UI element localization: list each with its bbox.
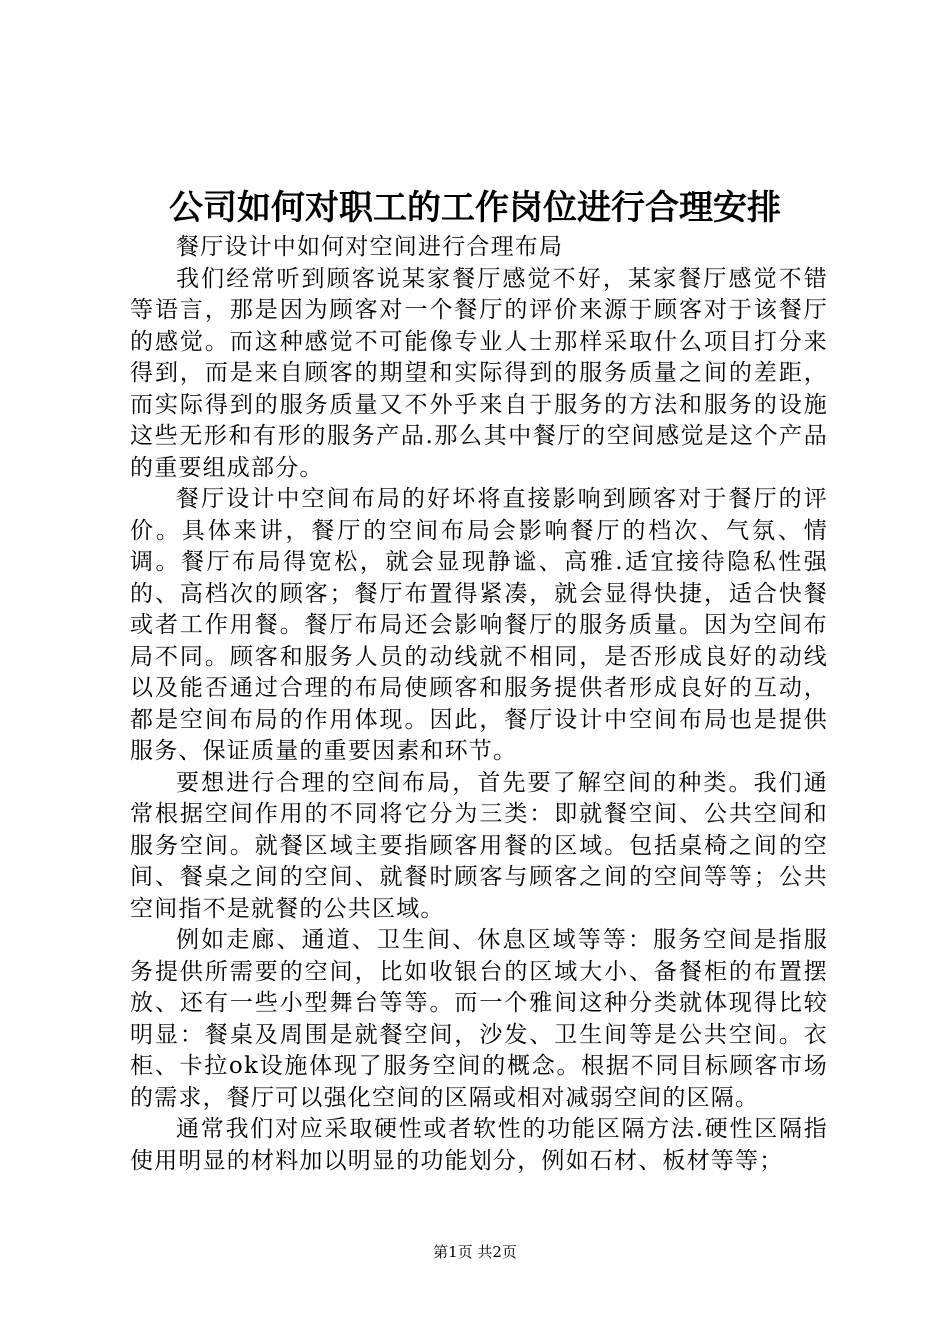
page-footer: 第1页 共2页 bbox=[433, 1243, 517, 1261]
paragraph: 例如走廊、通道、卫生间、休息区域等等：服务空间是指服务提供所需要的空间，比如收银台的区域大小、备餐柜的布置摆放、还有一些小型舞台等等。而一个雅间这种分类就体现得比较明显：餐桌及周围是就餐空间，沙发、卫生间等是公共空间。衣柜、卡拉ok设施体现了服务空间的概念。根据不同目标顾客市场的需求，餐厅可以强化空间的区隔或相对减弱空间的区隔。 bbox=[130, 927, 828, 1111]
paragraph: 要想进行合理的空间布局，首先要了解空间的种类。我们通常根据空间作用的不同将它分为三类：即就餐空间、公共空间和服务空间。就餐区域主要指顾客用餐的区域。包括桌椅之间的空间、餐桌之间的空间、就餐时顾客与顾客之间的空间等等；公共空间指不是就餐的公共区域。 bbox=[130, 769, 828, 922]
document-subtitle: 餐厅设计中如何对空间进行合理布局 bbox=[176, 234, 564, 260]
page-title: 公司如何对职工的工作岗位进行合理安排 bbox=[169, 188, 781, 228]
paragraph: 我们经常听到顾客说某家餐厅感觉不好，某家餐厅感觉不错等语言，那是因为顾客对一个餐厅的评价来源于顾客对于该餐厅的感觉。而这种感觉不可能像专业人士那样采取什么项目打分来得到，而是来自顾客的期望和实际得到的服务质量之间的差距，而实际得到的服务质量又不外乎来自于服务的方法和服务的设施这些无形和有形的服务产品.那么其中餐厅的空间感觉是这个产品的重要组成部分。 bbox=[130, 265, 828, 481]
paragraph: 餐厅设计中空间布局的好坏将直接影响到顾客对于餐厅的评价。具体来讲，餐厅的空间布局会影响餐厅的档次、气氛、情调。餐厅布局得宽松，就会显现静谧、高雅.适宜接待隐私性强的、高档次的顾客；餐厅布置得紧凑，就会显得快捷，适合快餐或者工作用餐。餐厅布局还会影响餐厅的服务质量。因为空间布局不同。顾客和服务人员的动线就不相同，是否形成良好的动线以及能否通过合理的布局使顾客和服务提供者形成良好的互动，都是空间布局的作用体现。因此，餐厅设计中空间布局也是提供服务、保证质量的重要因素和环节。 bbox=[130, 486, 828, 764]
paragraph: 通常我们对应采取硬性或者软性的功能区隔方法.硬性区隔指使用明显的材料加以明显的功能划分，例如石材、板材等等； bbox=[130, 1116, 828, 1174]
document-body bbox=[130, 232, 828, 1177]
